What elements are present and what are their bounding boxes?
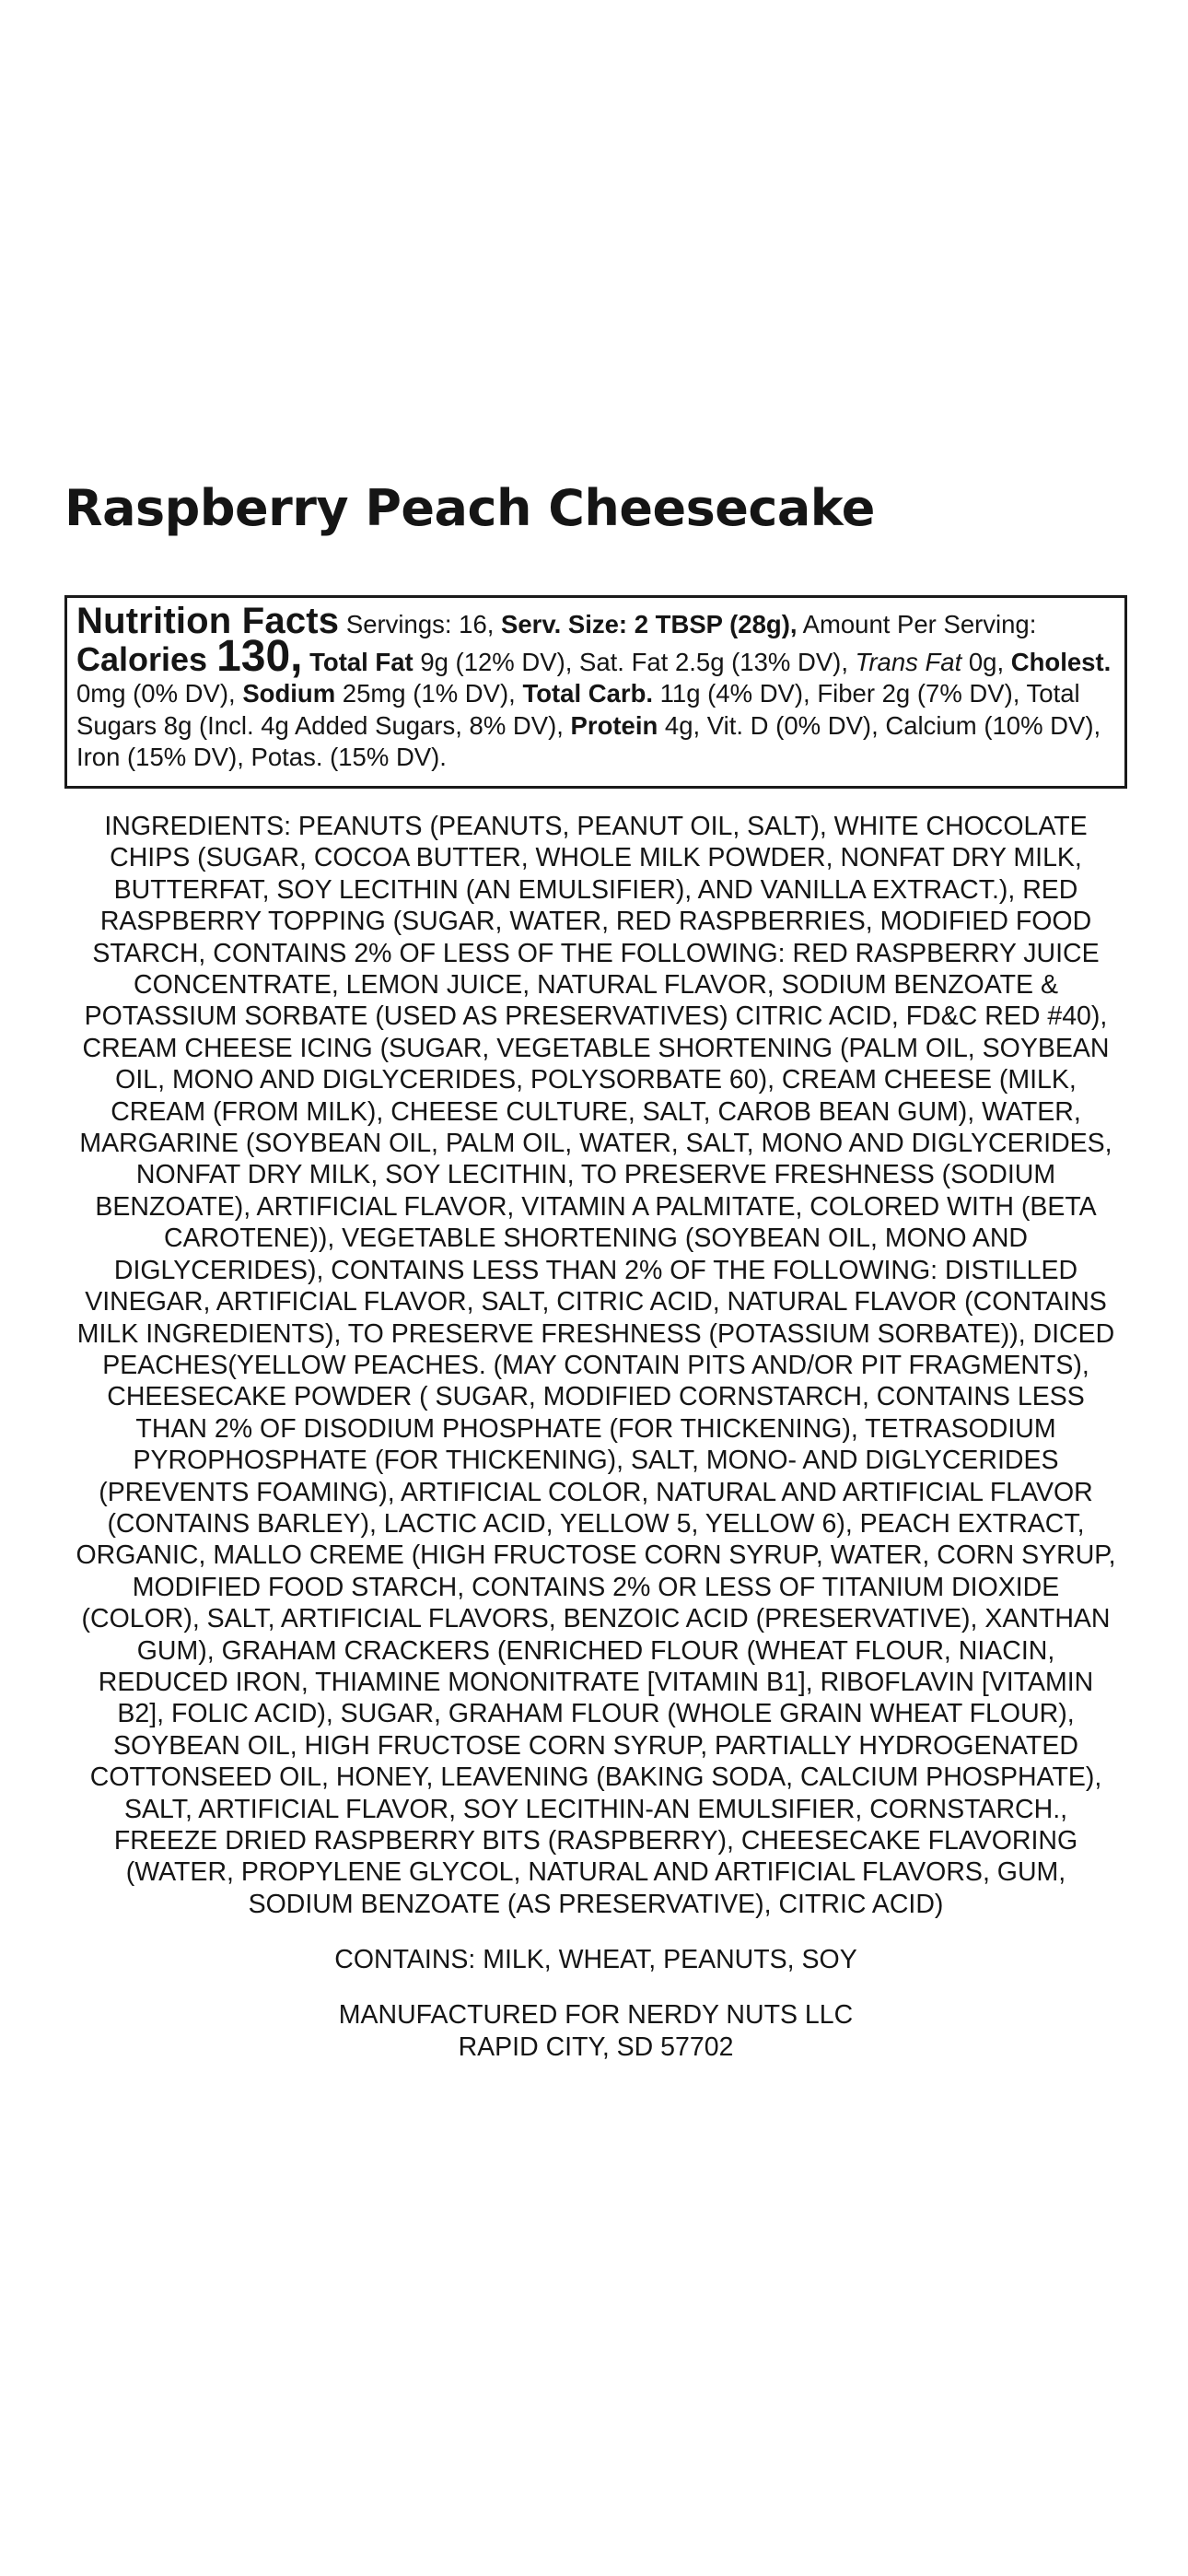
ingredients-line: SALT, ARTIFICIAL FLAVOR, SOY LECITHIN-AN EMULSIFIER, CORNSTARCH., (123, 1794, 1068, 1824)
ingredients-line: (WATER, PROPYLENE GLYCOL, NATURAL AND ARTIFICIAL FLAVORS, GUM, (125, 1857, 1066, 1888)
ingredients-line: MODIFIED FOOD STARCH, CONTAINS 2% OR LESS OF TITANIUM DIOXIDE (132, 1572, 1060, 1602)
nutrition-facts-heading: Nutrition Facts (76, 601, 340, 641)
ingredients-line: REDUCED IRON, THIAMINE MONONITRATE [VITAMIN B1], RIBOFLAVIN [VITAMIN (98, 1667, 1094, 1697)
protein-value: 4g, Vit. D (0% DV), Calcium (10% DV), Iron (15% DV), Potas. (15% DV). (76, 710, 1101, 771)
ingredients-line: (CONTAINS BARLEY), LACTIC ACID, YELLOW 5, YELLOW 6), PEACH EXTRACT, (107, 1508, 1085, 1539)
ingredients-line: THAN 2% OF DISODIUM PHOSPHATE (FOR THICKENING), TETRASODIUM (135, 1413, 1056, 1444)
ingredients-line: RASPBERRY TOPPING (SUGAR, WATER, RED RASPBERRIES, MODIFIED FOOD (99, 907, 1092, 937)
ingredients-line: B2], FOLIC ACID), SUGAR, GRAHAM FLOUR (WHOLE GRAIN WHEAT FLOUR), (117, 1699, 1075, 1729)
serving-size-text: Serv. Size: 2 TBSP (28g), (501, 610, 798, 638)
ingredients-line: CREAM (FROM MILK), CHEESE CULTURE, SALT, CAROB BEAN GUM), WATER, (111, 1096, 1081, 1127)
ingredients-line: PYROPHOSPHATE (FOR THICKENING), SALT, MONO- AND DIGLYCERIDES (133, 1446, 1059, 1476)
trans-fat-label: Trans Fat (855, 647, 962, 676)
ingredients-line: DIGLYCERIDES), CONTAINS LESS THAN 2% OF THE FOLLOWING: DISTILLED (113, 1255, 1078, 1285)
ingredients-line: CREAM CHEESE ICING (SUGAR, VEGETABLE SHORTENING (PALM OIL, SOYBEAN (82, 1033, 1110, 1063)
amount-per-serving-text: Amount Per Serving: (797, 610, 1037, 638)
ingredients-line: FREEZE DRIED RASPBERRY BITS (RASPBERRY), CHEESECAKE FLAVORING (113, 1826, 1078, 1856)
ingredients-line: BENZOATE), ARTIFICIAL FLAVOR, VITAMIN A PALMITATE, COLORED WITH (BETA (95, 1191, 1097, 1222)
ingredients-line: BUTTERFAT, SOY LECITHIN (AN EMULSIFIER), AND VANILLA EXTRACT.), RED (113, 874, 1078, 905)
ingredients-line: PEACHES(YELLOW PEACHES. (MAY CONTAIN PITS AND/OR PIT FRAGMENTS), (102, 1350, 1089, 1380)
ingredients-line: NONFAT DRY MILK, SOY LECITHIN, TO PRESERVE FRESHNESS (SODIUM (135, 1160, 1056, 1190)
ingredients-line: CHIPS (SUGAR, COCOA BUTTER, WHOLE MILK POWDER, NONFAT DRY MILK, (110, 843, 1082, 873)
ingredients-line: CAROTENE)), VEGETABLE SHORTENING (SOYBEAN OIL, MONO AND (163, 1224, 1029, 1254)
ingredients-line: POTASSIUM SORBATE (USED AS PRESERVATIVES) CITRIC ACID, FD&C RED #40), (84, 1001, 1108, 1032)
calories-label: Calories (76, 639, 217, 678)
manufacturer-address: RAPID CITY, SD 57702 (458, 2032, 734, 2062)
ingredients-line: CHEESECAKE POWDER ( SUGAR, MODIFIED CORNSTARCH, CONTAINS LESS (107, 1382, 1085, 1412)
ingredients-line: MILK INGREDIENTS), TO PRESERVE FRESHNESS (POTASSIUM SORBATE)), DICED (76, 1318, 1115, 1349)
ingredients-line: COTTONSEED OIL, HONEY, LEAVENING (BAKING SODA, CALCIUM PHOSPHATE), (89, 1762, 1102, 1793)
sodium-label: Sodium (242, 679, 336, 708)
ingredients-line: INGREDIENTS: PEANUTS (PEANUTS, PEANUT OIL, SALT), WHITE CHOCOLATE (104, 812, 1088, 841)
ingredients-line: (COLOR), SALT, ARTIFICIAL FLAVORS, BENZOIC ACID (PRESERVATIVE), XANTHAN (81, 1604, 1111, 1634)
servings-text: Servings: 16, (339, 610, 502, 638)
calories-value: 130, (216, 631, 303, 681)
total-carb-value: 11g (4% DV), Fiber 2g (7% DV), Total Sugars 8g (Incl. 4g Added Sugars, 8% DV), (76, 679, 1080, 740)
sodium-value: 25mg (1% DV), (335, 679, 523, 708)
product-title: Raspberry Peach Cheesecake (64, 479, 875, 537)
total-fat-label: Total Fat (302, 647, 413, 676)
total-carb-label: Total Carb. (522, 679, 654, 708)
ingredients-line: CONCENTRATE, LEMON JUICE, NATURAL FLAVOR, SODIUM BENZOATE & (134, 970, 1058, 1001)
nutrition-facts-panel (64, 595, 1127, 789)
ingredients-list (64, 811, 1127, 1920)
ingredients-line: MARGARINE (SOYBEAN OIL, PALM OIL, WATER, SALT, MONO AND DIGLYCERIDES, (79, 1129, 1112, 1159)
manufacturer-name: MANUFACTURED FOR NERDY NUTS LLC (338, 2000, 854, 2030)
ingredients-line: SOYBEAN OIL, HIGH FRUCTOSE CORN SYRUP, PARTIALLY HYDROGENATED (113, 1730, 1078, 1761)
manufacturer-info (64, 1999, 1127, 2063)
cholesterol-value: 0mg (0% DV), (76, 679, 243, 708)
ingredients-line: ORGANIC, MALLO CREME (HIGH FRUCTOSE CORN SYRUP, WATER, CORN SYRUP, (76, 1540, 1116, 1571)
cholesterol-label: Cholest. (1010, 647, 1112, 676)
ingredients-line: (PREVENTS FOAMING), ARTIFICIAL COLOR, NATURAL AND ARTIFICIAL FLAVOR (99, 1477, 1093, 1507)
ingredients-line: SODIUM BENZOATE (AS PRESERVATIVE), CITRIC ACID) (248, 1889, 944, 1919)
total-fat-value: 9g (12% DV), Sat. Fat 2.5g (13% DV), (413, 647, 856, 676)
ingredients-line: GUM), GRAHAM CRACKERS (ENRICHED FLOUR (WHEAT FLOUR, NIACIN, (136, 1635, 1055, 1666)
protein-label: Protein (570, 710, 658, 740)
ingredients-line: VINEGAR, ARTIFICIAL FLAVOR, SALT, CITRIC ACID, NATURAL FLAVOR (CONTAINS (85, 1287, 1107, 1317)
trans-fat-value: 0g, (961, 647, 1011, 676)
allergen-statement: CONTAINS: MILK, WHEAT, PEANUTS, SOY (334, 1945, 857, 1974)
ingredients-line: OIL, MONO AND DIGLYCERIDES, POLYSORBATE 60), CREAM CHEESE (MILK, (115, 1065, 1077, 1095)
ingredients-line: STARCH, CONTAINS 2% OF LESS OF THE FOLLOWING: RED RASPBERRY JUICE (92, 938, 1100, 968)
